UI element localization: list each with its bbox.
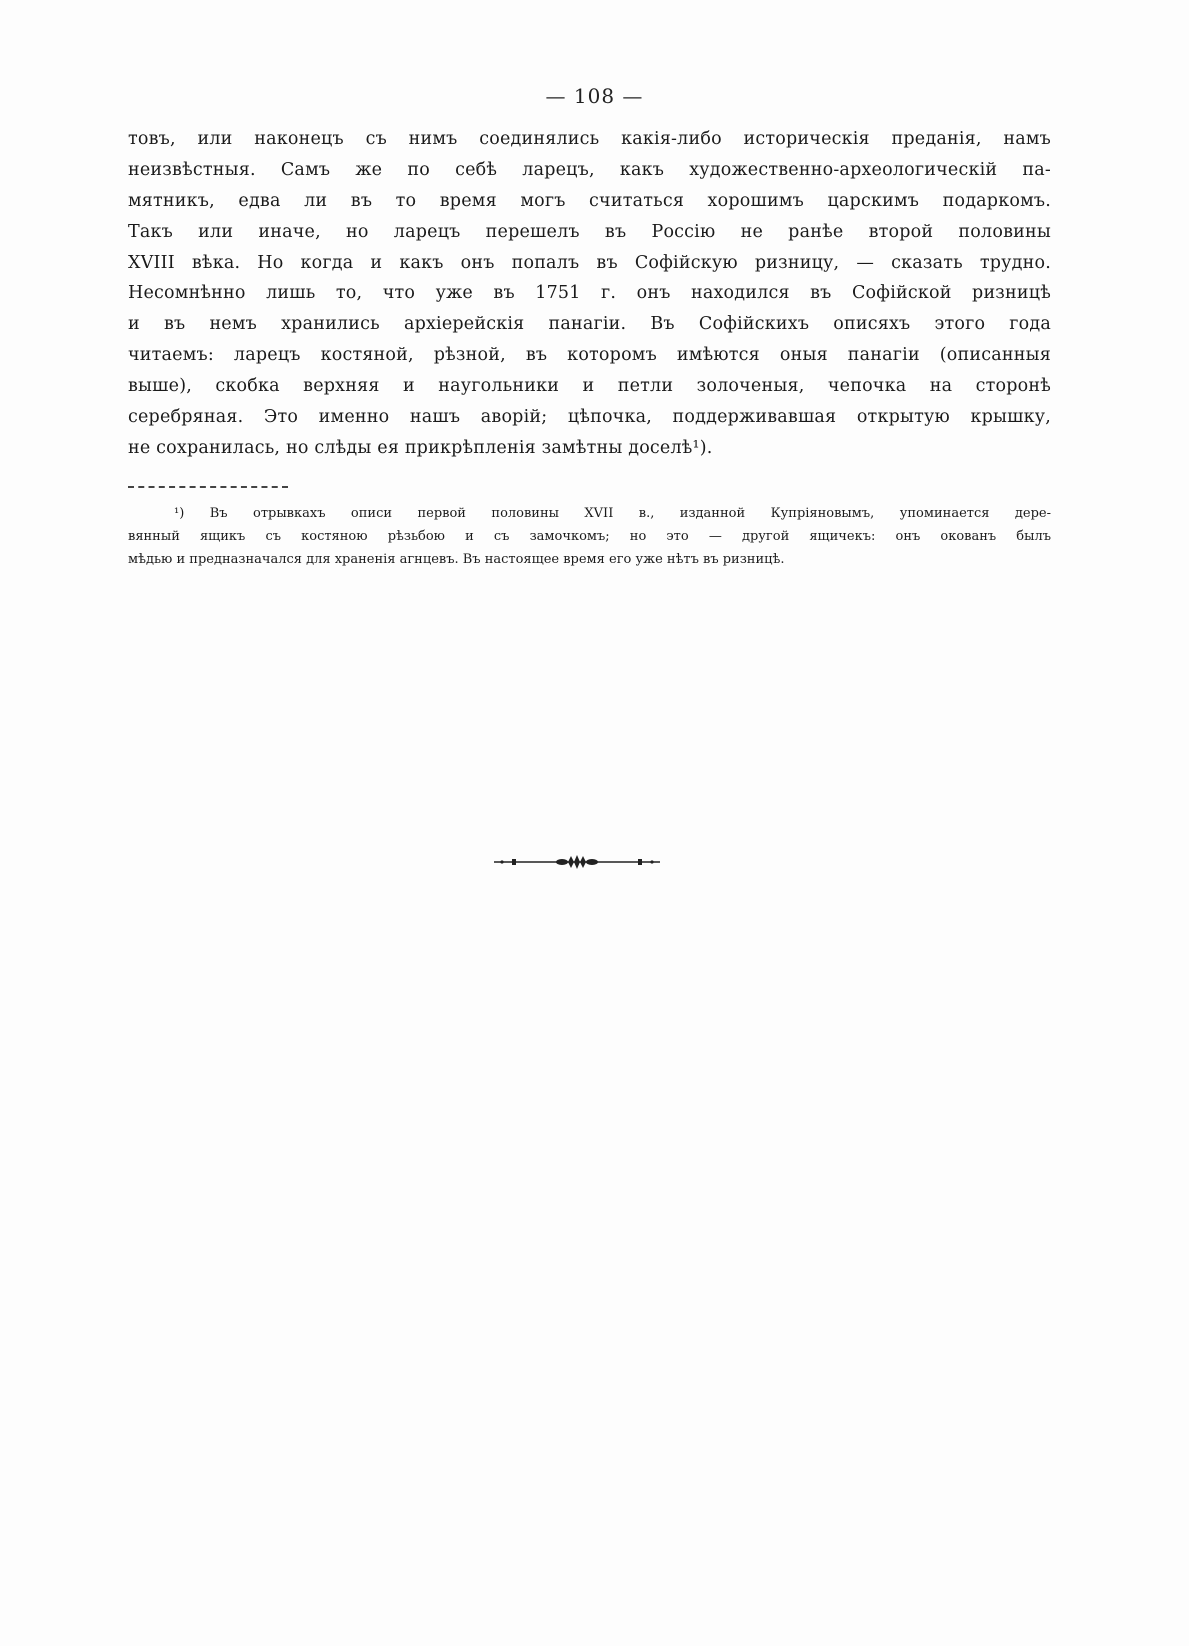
text-line: товъ, или наконецъ съ нимъ соединялись какія-либо историческія преданія, намъ xyxy=(128,129,1051,149)
text-line: серебряная. Это именно нашъ аворій; цѣпочка, поддерживавшая открытую крышку, xyxy=(128,407,1051,428)
text-line: не сохранилась, но слѣды ея прикрѣпленія замѣтны доселѣ¹). xyxy=(128,437,713,458)
footnote xyxy=(128,502,1051,571)
typographic-ornament-icon xyxy=(492,852,662,872)
text-line: выше), скобка верхняя и наугольники и петли золоченыя, чепочка на сторонѣ xyxy=(128,376,1051,397)
text-line: и въ немъ хранились архіерейскія панагіи. Въ Софійскихъ описяхъ этого года xyxy=(128,314,1051,335)
text-line: XVIII вѣка. Но когда и какъ онъ попалъ въ Софійскую ризницу, — сказать трудно. xyxy=(128,252,1051,273)
footnote-line: вянный ящикъ съ костяною рѣзьбою и съ замочкомъ; но это — другой ящичекъ: онъ окованъ былъ xyxy=(128,529,1051,544)
text-line: Такъ или иначе, но ларецъ перешелъ въ Россію не ранѣе второй половины xyxy=(128,221,1051,242)
footnote-line: мѣдью и предназначался для храненія агнцевъ. Въ настоящее время его уже нѣтъ въ ризницѣ. xyxy=(128,552,785,567)
text-line: мятникъ, едва ли въ то время могъ считаться хорошимъ царскимъ подаркомъ. xyxy=(128,190,1051,211)
footnote-separator xyxy=(128,486,288,488)
page-number: — 108 — xyxy=(545,84,644,108)
text-line: Несомнѣнно лишь то, что уже въ 1751 г. онъ находился въ Софійской ризницѣ xyxy=(128,283,1051,304)
footnote-line: ¹) Въ отрывкахъ описи первой половины XVII в., изданной Купріяновымъ, упоминается дере- xyxy=(174,506,1051,521)
text-line: неизвѣстныя. Самъ же по себѣ ларецъ, какъ художественно-археологическій па- xyxy=(128,159,1051,180)
text-line: читаемъ: ларецъ костяной, рѣзной, въ которомъ имѣются оныя панагіи (описанныя xyxy=(128,345,1051,366)
main-text xyxy=(128,124,1051,464)
